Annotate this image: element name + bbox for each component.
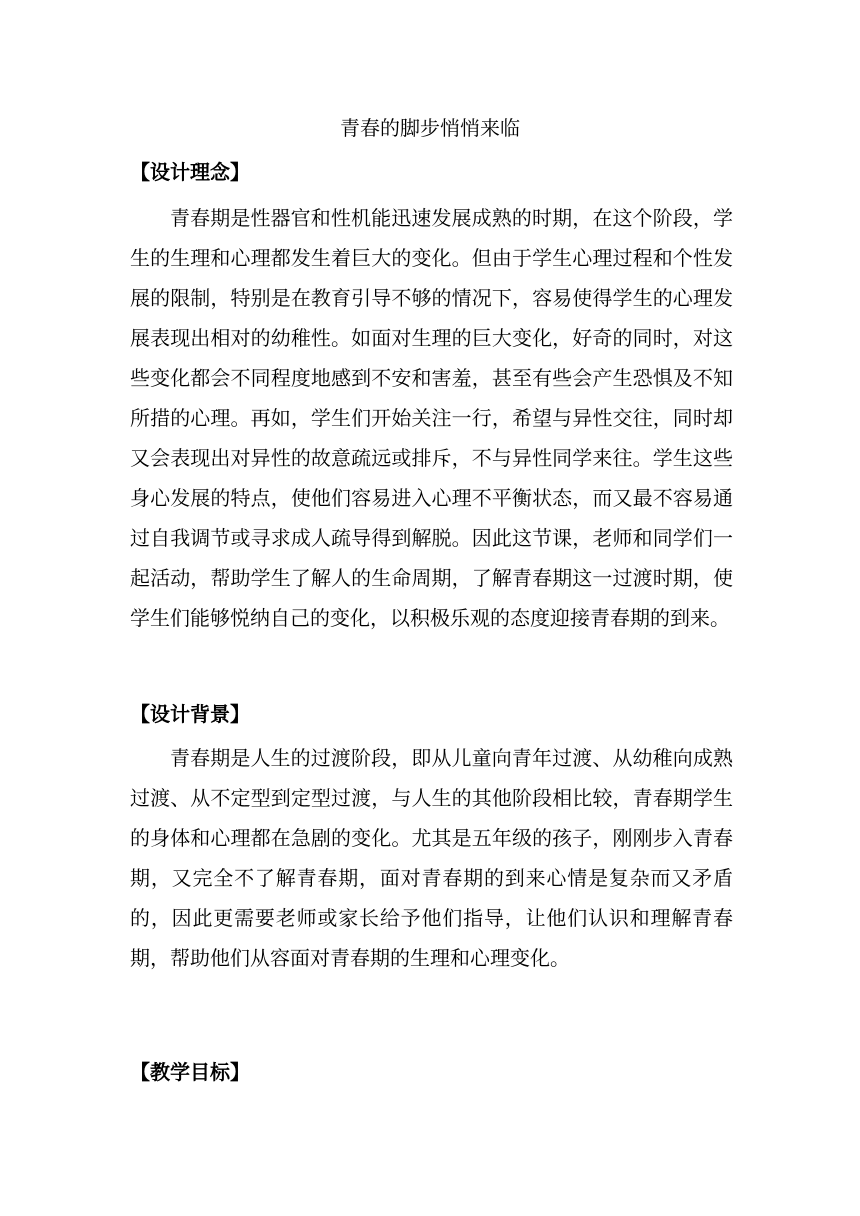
section-heading-teaching-goals: 【教学目标】 (130, 1060, 250, 1084)
section-paragraph-design-background: 青春期是人生的过渡阶段，即从儿童向青年过渡、从幼稚向成熟过渡、从不定型到定型过渡，与人生的其他阶段相比较，青春期学生的身体和心理都在急剧的变化。尤其是五年级的孩子，刚刚步入青春期，又完全不了解青春期，面对青春期的到来心情是复杂而又矛盾的，因此更需要老师或家长给予他们指导，让他们认识和理解青春期，帮助他们从容面对青春期的生理和心理变化。 (130, 746, 733, 970)
section-paragraph-design-concept: 青春期是性器官和性机能迅速发展成熟的时期，在这个阶段，学生的生理和心理都发生着巨大的变化。但由于学生心理过程和个性发展的限制，特别是在教育引导不够的情况下，容易使得学生的心理发展表现出相对的幼稚性。如面对生理的巨大变化，好奇的同时，对这些变化都会不同程度地感到不安和害羞，甚至有些会产生恐惧及不知所措的心理。再如，学生们开始关注一行，希望与异性交往，同时却又会表现出对异性的故意疏远或排斥，不与异性同学来往。学生这些身心发展的特点，使他们容易进入心理不平衡状态，而又最不容易通过自我调节或寻求成人疏导得到解脱。因此这节课，老师和同学们一起活动，帮助学生了解人的生命周期，了解青春期这一过渡时期，使学生们能够悦纳自己的变化，以积极乐观的态度迎接青春期的到来。 (130, 206, 733, 630)
section-heading-design-concept: 【设计理念】 (130, 160, 250, 184)
section-heading-design-background: 【设计背景】 (130, 702, 250, 726)
document-title: 青春的脚步悄悄来临 (340, 116, 520, 140)
